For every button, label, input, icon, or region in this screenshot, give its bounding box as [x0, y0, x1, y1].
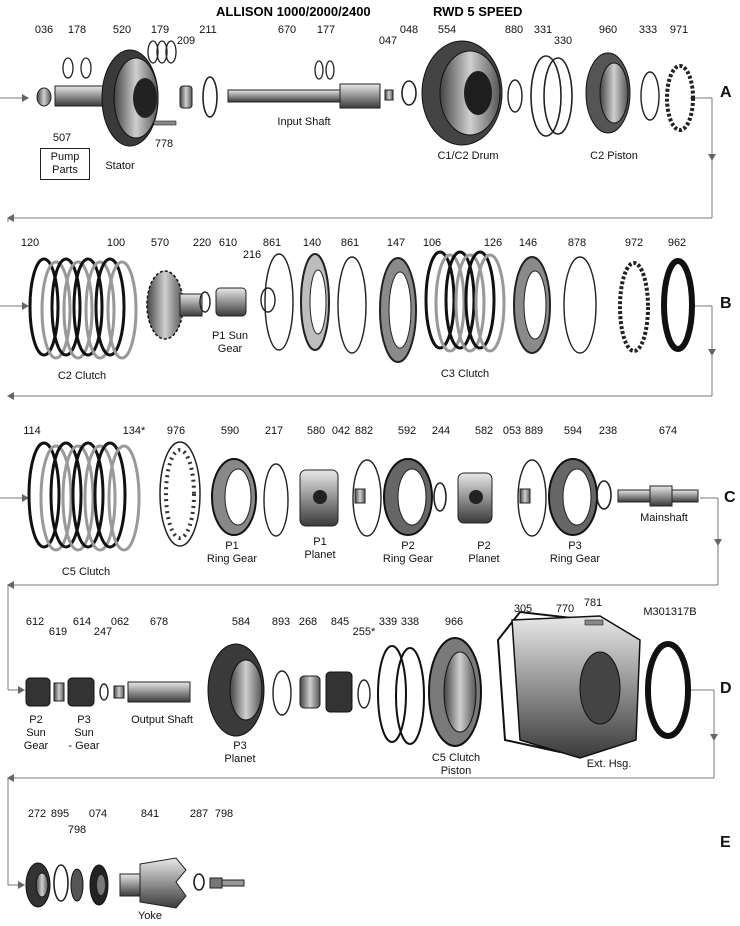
part-number: 146	[518, 237, 538, 249]
part-number: 670	[277, 24, 297, 36]
pump-parts-box: Pump Parts	[40, 148, 90, 180]
part-number: 966	[444, 616, 464, 628]
row-b-parts	[30, 252, 692, 362]
part-number: 042	[331, 425, 351, 437]
p1-ring-gear-label: P1 Ring Gear	[206, 540, 258, 565]
part-number: 778	[154, 138, 174, 150]
part-number: 976	[166, 425, 186, 437]
part-number: 178	[67, 24, 87, 36]
part-number: 674	[658, 425, 678, 437]
part-number: 140	[302, 237, 322, 249]
part-number: 272	[27, 808, 47, 820]
row-e-parts	[26, 858, 244, 908]
part-number: 216	[242, 249, 262, 261]
part-number: 889	[524, 425, 544, 437]
p2-planet-label: P2 Planet	[468, 540, 500, 565]
part-number: 339	[378, 616, 398, 628]
part-number: 845	[330, 616, 350, 628]
part-number: 217	[264, 425, 284, 437]
part-number: 594	[563, 425, 583, 437]
part-number: 126	[483, 237, 503, 249]
part-number: 268	[298, 616, 318, 628]
stator-label: Stator	[105, 160, 135, 172]
c5-clutch-label: C5 Clutch	[61, 566, 111, 578]
part-number: 331	[533, 24, 553, 36]
yoke-label: Yoke	[137, 910, 163, 922]
input-shaft-label: Input Shaft	[277, 116, 331, 128]
part-number: 962	[667, 237, 687, 249]
part-number: 287	[189, 808, 209, 820]
part-number: 244	[431, 425, 451, 437]
part-number: 255*	[352, 626, 376, 638]
output-shaft-label: Output Shaft	[131, 714, 193, 726]
part-number: 960	[598, 24, 618, 36]
part-number: 305	[513, 603, 533, 615]
row-letter-e: E	[720, 834, 731, 851]
part-number: 238	[598, 425, 618, 437]
part-number: 554	[437, 24, 457, 36]
part-number: 781	[583, 597, 603, 609]
part-number: 333	[638, 24, 658, 36]
part-number: 220	[192, 237, 212, 249]
part-number: 861	[262, 237, 282, 249]
p2-sun-gear-label: P2 Sun Gear	[23, 714, 49, 752]
part-number: 798	[214, 808, 234, 820]
p3-sun-gear-label: P3 Sun - Gear	[68, 714, 100, 752]
row-letter-d: D	[720, 680, 732, 697]
part-number: 134*	[122, 425, 146, 437]
part-number: 678	[149, 616, 169, 628]
part-number: 614	[72, 616, 92, 628]
part-number: 074	[88, 808, 108, 820]
part-number: 893	[271, 616, 291, 628]
part-number: 338	[400, 616, 420, 628]
part-number: 048	[399, 24, 419, 36]
part-number: 770	[555, 603, 575, 615]
p1-planet-label: P1 Planet	[304, 536, 336, 561]
row-letter-c: C	[724, 489, 736, 506]
c1c2-drum-label: C1/C2 Drum	[437, 150, 499, 162]
part-number: 878	[567, 237, 587, 249]
ext-hsg-label: Ext. Hsg.	[586, 758, 632, 770]
c2-clutch-label: C2 Clutch	[57, 370, 107, 382]
row-letter-a: A	[720, 84, 732, 101]
part-number: 841	[140, 808, 160, 820]
part-number: 120	[20, 237, 40, 249]
part-number: 882	[354, 425, 374, 437]
part-number: 861	[340, 237, 360, 249]
part-number: 179	[150, 24, 170, 36]
part-number: 592	[397, 425, 417, 437]
p3-ring-gear-label: P3 Ring Gear	[549, 540, 601, 565]
part-number: 570	[150, 237, 170, 249]
part-number: 247	[93, 626, 113, 638]
c2-piston-label: C2 Piston	[590, 150, 638, 162]
part-number: 619	[48, 626, 68, 638]
part-number: 612	[25, 616, 45, 628]
part-number: 520	[112, 24, 132, 36]
p1-sun-gear-label: P1 Sun Gear	[211, 330, 249, 355]
mainshaft-label: Mainshaft	[640, 512, 688, 524]
part-number: 798	[67, 824, 87, 836]
p2-ring-gear-label: P2 Ring Gear	[382, 540, 434, 565]
part-number: 047	[378, 35, 398, 47]
part-number: 507	[52, 132, 72, 144]
part-number: 590	[220, 425, 240, 437]
part-number: 971	[669, 24, 689, 36]
part-number: 062	[110, 616, 130, 628]
c5-clutch-piston-label: C5 Clutch Piston	[431, 752, 481, 777]
part-number: 036	[34, 24, 54, 36]
row-a-parts	[37, 41, 693, 146]
part-number: 880	[504, 24, 524, 36]
part-number: 106	[422, 237, 442, 249]
p3-planet-label: P3 Planet	[224, 740, 256, 765]
diagram-subtitle: RWD 5 SPEED	[433, 4, 523, 19]
part-number: 972	[624, 237, 644, 249]
part-number: 177	[316, 24, 336, 36]
part-number: 209	[176, 35, 196, 47]
part-number: 330	[553, 35, 573, 47]
part-number: 584	[231, 616, 251, 628]
diagram-title: ALLISON 1000/2000/2400	[216, 4, 371, 19]
part-number: 895	[50, 808, 70, 820]
part-number: 610	[218, 237, 238, 249]
part-number: 053	[502, 425, 522, 437]
part-number: 114	[23, 425, 41, 437]
part-number: 211	[199, 24, 217, 36]
part-number: 580	[306, 425, 326, 437]
part-number: 147	[386, 237, 406, 249]
part-number: 100	[106, 237, 126, 249]
c3-clutch-label: C3 Clutch	[440, 368, 490, 380]
row-c-parts	[29, 442, 698, 550]
part-number: 582	[474, 425, 494, 437]
part-number: M301317B	[643, 606, 697, 618]
row-letter-b: B	[720, 295, 732, 312]
